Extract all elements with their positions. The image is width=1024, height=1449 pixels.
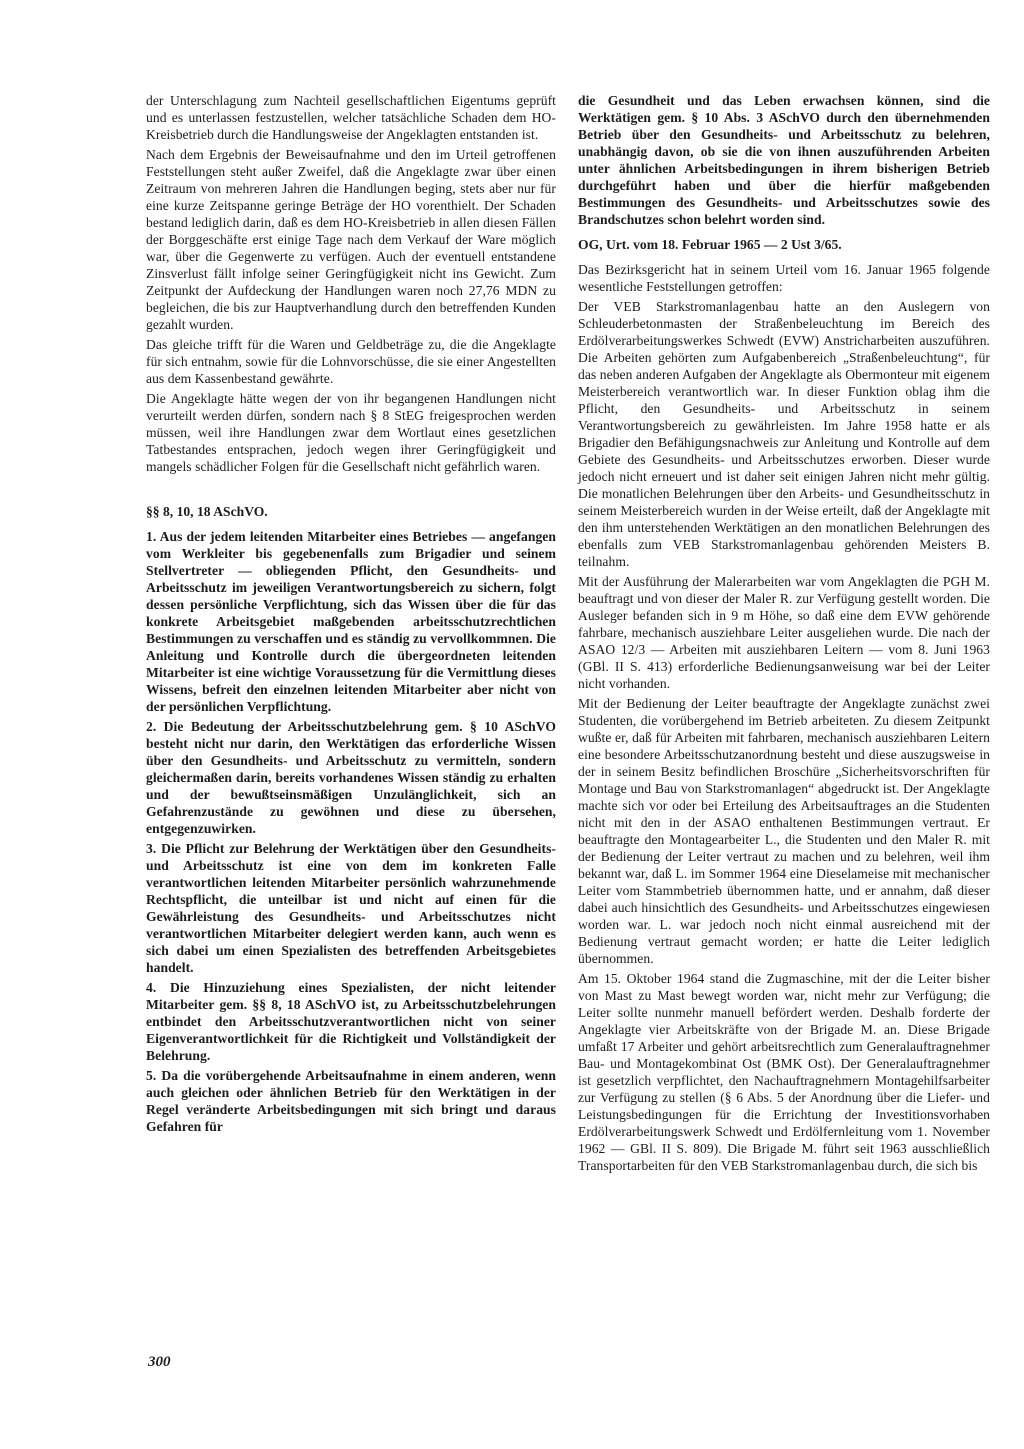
headnote-paragraph: 5. Da die vorübergehende Arbeitsaufnahme in einem anderen, wenn auch gleichen oder ähnlichen Betrieb für den Werktätigen in der Regel veränderte Arbeitsbedingungen mit sich bringt und daraus Gefahren für (146, 1068, 556, 1134)
paragraph: Mit der Bedienung der Leiter beauftragte der Angeklagte zunächst zwei Studenten, die vorübergehend im Betrieb arbeiteten. Zu diesem Zeitpunkt wußte er, daß für Arbeiten mit fahrbaren, mechanisch ausziehbaren Leitern eine besondere Arbeitsschutzanordnung besteht und diese auszugsweise in der in seinem Besitz befindlichen Broschüre „Sicherheitsvorschriften für Montage und Bau von Starkstromanlagen“ abgedruckt ist. Der Angeklagte machte sich vor oder bei Erteilung des Arbeitsauftrages an die Studenten nicht mit den in der ASAO enthaltenen Bestimmungen vertraut. Er beauftragte den Montagearbeiter L., die Studenten und den Maler R. mit der Bedienung der Leiter vertraut zu machen und zu belehren, weil ihm bekannt war, daß L. im Sommer 1964 eine Dieselameise mit mechanischer Leiter vom Stammbetrieb übernommen hatte, und er annahm, daß dieser dabei auch hinsichtlich des Gesundheits- und Arbeitsschutzes eingewiesen worden war. L. war jedoch noch nicht einmal ausreichend mit der Bedienung vertraut gemacht worden; er hatte die Leiter lediglich übernommen. (578, 696, 990, 966)
paragraph: Mit der Ausführung der Malerarbeiten war vom Angeklagten die PGH M. beauftragt und von dieser der Maler R. zur Verfügung gestellt worden. Die Ausleger befanden sich in 9 m Höhe, so daß eine dem EVW gehörende fahrbare, mechanisch ausziehbare Leiter ausgeliehen wurde. Die nach der ASAO 12/3 — Arbeiten mit ausziehbaren Leitern — vom 8. Juni 1963 (GBl. II S. 413) erforderliche Bedienungsanweisung war bei der Leiter nicht vorhanden. (578, 574, 990, 691)
headnote-paragraph: die Gesundheit und das Leben erwachsen können, sind die Werktätigen gem. § 10 Abs. 3 ASchVO durch den übernehmenden Betrieb über den Gesundheits- und Arbeitsschutz zu belehren, unabhängig davon, ob sie die von ihnen auszuführenden Arbeiten unter ähnlichen Arbeitsbedingungen in ihrem bisherigen Betrieb durchgeführt haben und über die hierfür maßgebenden Bestimmungen des Gesundheits- und Arbeitsschutzes sowie des Brandschutzes schon belehrt worden sind. (578, 93, 990, 227)
paragraph: Der VEB Starkstromanlagenbau hatte an den Auslegern von Schleuderbetonmasten der Straßenbeleuchtung im Bereich des Erdölverarbeitungswerkes Schwedt (EVW) Anstricharbeiten auszuführen. Die Arbeiten gehörten zum Aufgabenbereich „Straßenbeleuchtung“, für das neben anderen Aufgaben der Angeklagte als Obermonteur mit eigenem Meisterbereich verantwortlich war. In dieser Funktion oblag ihm die Pflicht, den Gesundheits- und Arbeitsschutz in seinem Verantwortungsbereich zu gewährleisten. Im Jahre 1958 hatte er als Brigadier den Befähigungsnachweis zur Anleitung und Kontrolle auf dem Gebiete des Gesundheits- und Arbeitsschutzes erworben. Dieser wurde jedoch nicht erneuert und ist daher seit einigen Jahren nicht mehr gültig. Die monatlichen Belehrungen über den Arbeits- und Gesundheitsschutz in seinem Meisterbereich wurden in der Weise erteilt, daß der Angeklagte mit den ihm unterstehenden Werktätigen an den monatlichen Belehrungen des ebenfalls zum VEB Starkstromanlagenbau gehörenden Meisters B. teilnahm. (578, 299, 990, 569)
headnote-paragraph: 3. Die Pflicht zur Belehrung der Werktätigen über den Gesundheits- und Arbeitsschutz ist eine von dem im konkreten Falle verantwortlichen leitenden Mitarbeiter persönlich wahrzunehmende Rechtspflicht, die unteilbar ist und nicht auf einen für die Gewährleistung des Gesundheits- und Arbeitsschutzes nicht verantwortlichen Mitarbeiter delegiert werden kann, auch wenn es sich dabei um einen Spezialisten des betreffenden Arbeitsgebietes handelt. (146, 841, 556, 975)
headnote-paragraph: 2. Die Bedeutung der Arbeitsschutzbelehrung gem. § 10 ASchVO besteht nicht nur darin, den Werktätigen das erforderliche Wissen über den Gesundheits- und Arbeitsschutz zu vermitteln, sondern gleichermaßen darin, bereits vorhandenes Wissen ständig zu erhalten und der bewußtseinsmäßigen Unzulänglichkeit, sich an Gefahrenzustände zu gewöhnen und diese zu übersehen, entgegenzuwirken. (146, 719, 556, 836)
headnote-paragraph: 1. Aus der jedem leitenden Mitarbeiter eines Betriebes — angefangen vom Werkleiter bis gegebenenfalls zum Brigadier und seinem Stellvertreter — obliegenden Pflicht, den Gesundheits- und Arbeitsschutz im jeweiligen Verantwortungsbereich zu sichern, folgt dessen persönliche Verpflichtung, sich das Wissen über die für das konkrete Arbeitsgebiet maßgebenden arbeitsschutzrechtlichen Bestimmungen zu verschaffen und es ständig zu vervollkommnen. Die Anleitung und Kontrolle durch die übergeordneten leitenden Mitarbeiter ist eine wichtige Voraussetzung für die Vermittlung dieses Wissens, befreit den einzelnen leitenden Mitarbeiter aber nicht von der persönlichen Verpflichtung. (146, 529, 556, 714)
section-heading: §§ 8, 10, 18 ASchVO. (146, 504, 268, 519)
paragraph: Das gleiche trifft für die Waren und Geldbeträge zu, die die Angeklagte für sich entnahm, sowie für die Lohnvorschüsse, die sie einer Angestellten aus dem Kassenbestand gewährte. (146, 337, 556, 386)
paragraph: Am 15. Oktober 1964 stand die Zugmaschine, mit der die Leiter bisher von Mast zu Mast bewegt worden war, nicht mehr zur Verfügung; die Leiter sollte nunmehr manuell befördert werden. Deshalb forderte der Angeklagte vier Arbeitskräfte von der Brigade M. an. Diese Brigade umfaßt 17 Arbeiter und gehört arbeitsrechtlich zum Generalauftragnehmer Bau- und Montagekombinat Ost (BMK Ost). Der Generalauftragnehmer ist gesetzlich verpflichtet, den Nachauftragnehmern Montagehilfsarbeiter zur Verfügung zu stellen (§ 6 Abs. 5 der Anordnung über die Liefer- und Leistungsbedingungen für die Errichtung der Investitionsvorhaben Erdölverarbeitungswerk Schwedt und Erdölfernleitung vom 1. November 1962 — GBl. II S. 809). Die Brigade M. führt seit 1963 ausschließlich Transportarbeiten für den VEB Starkstromanlagenbau durch, die sich bis (578, 971, 990, 1173)
page-number: 300 (148, 1354, 171, 1370)
court-citation: OG, Urt. vom 18. Februar 1965 — 2 Ust 3/65. (578, 237, 842, 252)
headnote-paragraph: 4. Die Hinzuziehung eines Spezialisten, der nicht leitender Mitarbeiter gem. §§ 8, 18 ASchVO ist, zu Arbeitsschutzbelehrungen entbindet den Arbeitsschutzverantwortlichen nicht von seiner Eigenverantwortlichkeit für die Richtigkeit und Vollständigkeit der Belehrung. (146, 980, 556, 1063)
paragraph: Das Bezirksgericht hat in seinem Urteil vom 16. Januar 1965 folgende wesentliche Feststellungen getroffen: (578, 262, 990, 294)
right-column (578, 92, 990, 1177)
left-column (146, 92, 556, 1138)
paragraph: Die Angeklagte hätte wegen der von ihr begangenen Handlungen nicht verurteilt werden dürfen, sondern nach § 8 StEG freigesprochen werden müssen, weil ihre Handlungen zwar dem Wortlaut eines gesetzlichen Tatbestandes entsprachen, jedoch wegen ihrer Geringfügigkeit und mangels schädlicher Folgen für die Gesellschaft nicht gefährlich waren. (146, 391, 556, 474)
paragraph: Nach dem Ergebnis der Beweisaufnahme und den im Urteil getroffenen Feststellungen steht außer Zweifel, daß die Angeklagte zwar über einen Zeitraum von mehreren Jahren die Handlungen beging, stets aber nur für eine kurze Zeitspanne geringe Beträge der HO vorenthielt. Der Schaden bestand lediglich darin, daß es dem HO-Kreisbetrieb in allen diesen Fällen der Borggeschäfte erst einige Tage nach dem Verkauf der Ware möglich war, über die Gegenwerte zu verfügen. Auch der eventuell entstandene Zinsverlust fällt infolge seiner Geringfügigkeit nicht ins Gewicht. Zum Zeitpunkt der Aufdeckung der Handlungen waren noch 27,76 MDN zu begleichen, die bis zur Hauptverhandlung durch den betreffenden Kunden gezahlt wurden. (146, 147, 556, 332)
paragraph: der Unterschlagung zum Nachteil gesellschaftlichen Eigentums geprüft und es unterlassen festzustellen, welcher tatsächliche Schaden dem HO-Kreisbetrieb durch die Handlungsweise der Angeklagten entstanden ist. (146, 93, 556, 142)
